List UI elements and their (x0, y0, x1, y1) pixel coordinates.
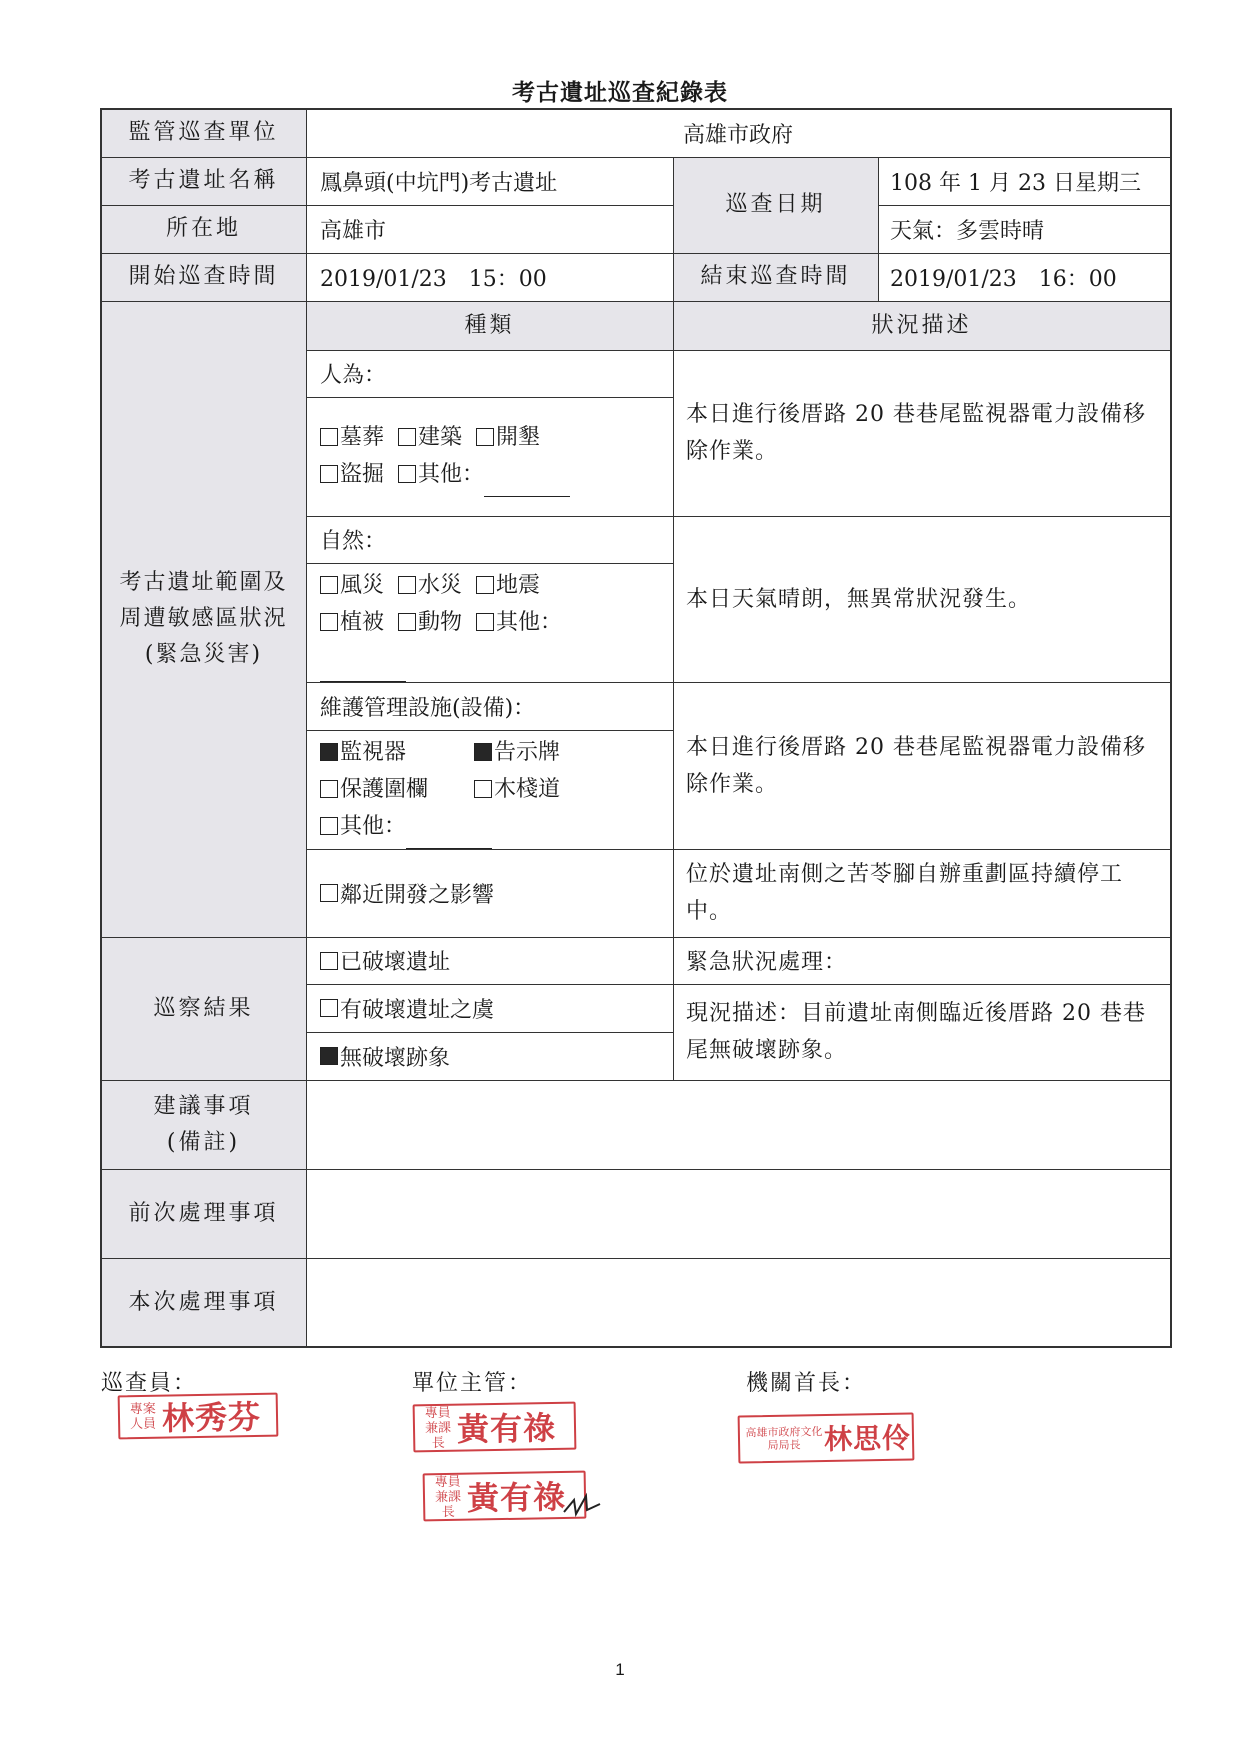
checkbox[interactable] (398, 465, 416, 483)
checkbox-checked[interactable] (320, 1047, 338, 1065)
date-label: 巡查日期 (673, 157, 878, 253)
option-earthquake[interactable]: 地震 (476, 567, 540, 604)
option-typhoon[interactable]: 風災 (320, 567, 384, 604)
weather-value: 天氣：多雲時晴 (890, 218, 1045, 244)
checkbox[interactable] (320, 952, 338, 970)
end-time-value: 2019/01/23 16：00 (890, 266, 1117, 292)
emergency-handling: 緊急狀況處理： (686, 950, 848, 975)
option-looting[interactable]: 盜掘 (320, 456, 384, 493)
human-options (306, 397, 673, 516)
previous-label: 前次處理事項 (101, 1169, 306, 1258)
head-seal: 高雄市政府文化局局長 林思伶 (738, 1412, 915, 1463)
type-column-header: 種類 (306, 301, 673, 350)
other-blank[interactable] (406, 811, 492, 849)
option-other[interactable]: 其他： (398, 456, 570, 497)
current-value[interactable] (306, 1258, 1170, 1347)
option-signboard[interactable]: 告示牌 (474, 734, 560, 771)
supervisor-label: 單位主管： (412, 1371, 533, 1396)
checkbox[interactable] (398, 576, 416, 594)
checkbox[interactable] (320, 613, 338, 631)
handwritten-signature-mark (560, 1484, 610, 1520)
checkbox[interactable] (398, 428, 416, 446)
option-fence[interactable]: 保護圍欄 (320, 771, 464, 808)
suggestion-label (101, 1080, 306, 1169)
supervisor-seal: 專員兼課長 黃有祿 (413, 1402, 577, 1453)
other-blank[interactable] (320, 644, 406, 682)
status-description: 現況描述：目前遺址南側臨近後厝路 20 巷巷尾無破壞跡象。 (686, 1001, 1146, 1063)
option-animal[interactable]: 動物 (398, 604, 462, 641)
option-cultivation[interactable]: 開墾 (476, 419, 540, 456)
facilities-options (306, 730, 673, 849)
natural-options (306, 563, 673, 682)
suggestion-title: 建議事項 (153, 1093, 254, 1119)
head-label: 機關首長： (746, 1371, 867, 1396)
checkbox[interactable] (320, 999, 338, 1017)
unit-label: 監管巡查單位 (101, 109, 306, 157)
checkbox-checked[interactable] (474, 743, 492, 761)
result-option-no-damage[interactable]: 無破壞跡象 (306, 1032, 673, 1080)
checkbox[interactable] (320, 576, 338, 594)
suggestion-subtitle: (備註) (166, 1129, 241, 1155)
natural-description: 本日天氣晴朗，無異常狀況發生。 (686, 586, 1032, 612)
checkbox[interactable] (474, 780, 492, 798)
checkbox[interactable] (476, 576, 494, 594)
start-time-label: 開始巡查時間 (101, 253, 306, 301)
result-label: 巡察結果 (101, 937, 306, 1080)
option-building[interactable]: 建築 (398, 419, 462, 456)
previous-value[interactable] (306, 1169, 1170, 1258)
end-time-label: 結束巡查時間 (673, 253, 878, 301)
checkbox[interactable] (476, 613, 494, 631)
checkbox[interactable] (476, 428, 494, 446)
checkbox[interactable] (320, 780, 338, 798)
conditions-section-label: 考古遺址範圍及周遭敏感區狀況(緊急災害) (101, 301, 306, 937)
form-title: 考古遺址巡查紀錄表 (512, 79, 728, 106)
site-label: 考古遺址名稱 (101, 157, 306, 205)
nearby-option[interactable]: 鄰近開發之影響 (306, 849, 673, 937)
page-number: 1 (615, 1660, 625, 1679)
natural-label: 自然： (320, 529, 387, 554)
checkbox-checked[interactable] (320, 743, 338, 761)
start-time-value: 2019/01/23 15：00 (320, 266, 547, 292)
human-description: 本日進行後厝路 20 巷巷尾監視器電力設備移除作業。 (686, 402, 1146, 464)
facilities-label: 維護管理設施(設備)： (320, 695, 536, 721)
human-label: 人為： (320, 363, 387, 388)
location-value: 高雄市 (320, 218, 387, 244)
option-boardwalk[interactable]: 木棧道 (474, 771, 560, 808)
suggestion-value[interactable] (306, 1080, 1170, 1169)
checkbox[interactable] (320, 428, 338, 446)
unit-value: 高雄市政府 (682, 122, 793, 148)
option-other[interactable]: 其他： (320, 808, 492, 849)
option-flood[interactable]: 水災 (398, 567, 462, 604)
checkbox[interactable] (398, 613, 416, 631)
inspector-label: 巡查員： (101, 1371, 198, 1396)
result-option-at-risk[interactable]: 有破壞遺址之虞 (306, 984, 673, 1032)
date-value: 108 年 1 月 23 日星期三 (890, 170, 1141, 196)
other-blank[interactable] (484, 459, 570, 497)
option-cctv[interactable]: 監視器 (320, 734, 464, 771)
nearby-description: 位於遺址南側之苦苓腳自辦重劃區持續停工中。 (686, 862, 1124, 924)
inspector-seal: 專案人員 林秀芬 (118, 1393, 279, 1440)
site-value: 鳳鼻頭(中坑門)考古遺址 (320, 170, 558, 196)
current-label: 本次處理事項 (101, 1258, 306, 1347)
result-option-destroyed[interactable]: 已破壞遺址 (306, 937, 673, 984)
desc-column-header: 狀況描述 (673, 301, 1170, 350)
checkbox[interactable] (320, 465, 338, 483)
option-vegetation[interactable]: 植被 (320, 604, 384, 641)
facilities-description: 本日進行後厝路 20 巷巷尾監視器電力設備移除作業。 (686, 734, 1146, 797)
option-burial[interactable]: 墓葬 (320, 419, 384, 456)
option-other[interactable]: 其他： (476, 604, 562, 641)
checkbox[interactable] (320, 884, 338, 902)
location-label: 所在地 (101, 205, 306, 253)
checkbox[interactable] (320, 817, 338, 835)
supervisor-seal-second: 專員兼課長 黃有祿 (423, 1471, 587, 1522)
